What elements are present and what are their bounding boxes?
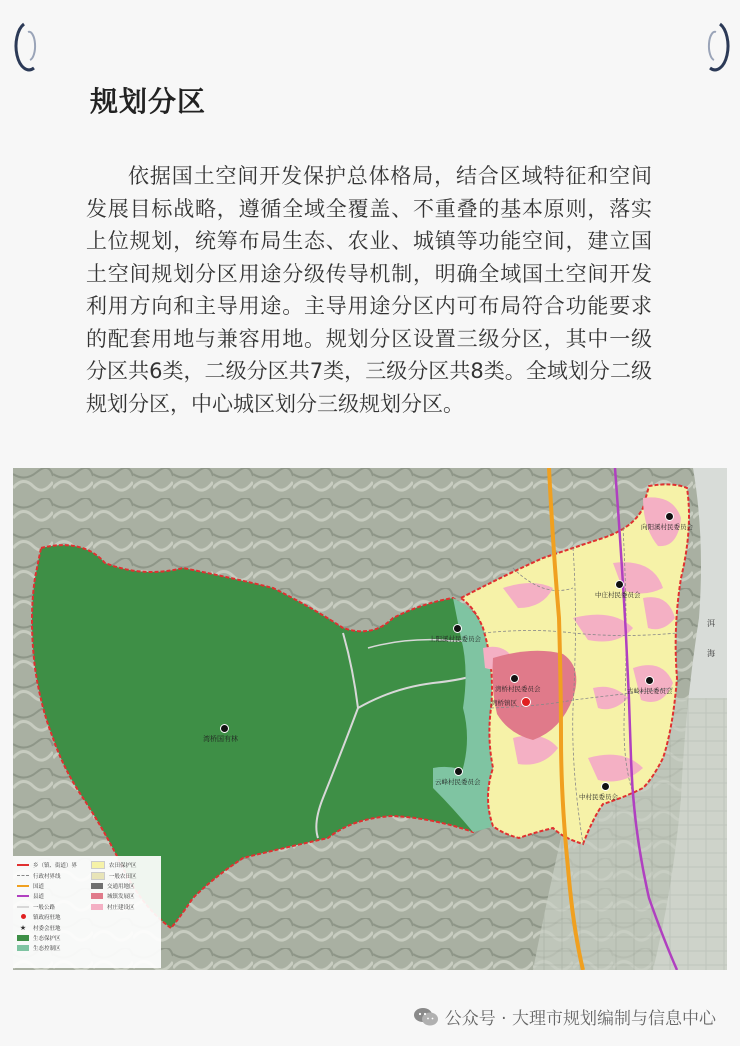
corner-decoration-icon	[700, 18, 730, 74]
legend-item	[17, 891, 77, 901]
map-label-gulin: 古岭村民委员会	[627, 687, 673, 695]
legend-item	[17, 902, 77, 912]
legend-item	[17, 881, 77, 891]
village-marker-icon	[510, 674, 519, 683]
legend-label: 县道	[33, 894, 45, 901]
map-label-forest: 湾桥国有林	[203, 735, 238, 743]
map-label-erhai-2: 海	[707, 649, 715, 658]
village-marker-icon	[220, 724, 229, 733]
legend-line-icon	[17, 864, 29, 866]
legend-label: 国道	[33, 883, 45, 890]
page-title: 规划分区	[90, 85, 207, 118]
village-marker-icon	[645, 676, 654, 685]
legend-label: 交通用地区	[107, 883, 135, 890]
map-label-zhongzhuang: 中庄村民委员会	[595, 591, 641, 599]
legend-item	[17, 860, 77, 870]
legend-item	[17, 933, 77, 943]
legend-swatch-icon	[91, 893, 103, 899]
legend-label: 一般农田区	[109, 873, 137, 880]
body-paragraph: 依据国土空间开发保护总体格局，结合区域特征和空间发展目标战略，遵循全域全覆盖、不重叠的基本原则，落实上位规划，统筹布局生态、农业、城镇等功能空间，建立国土空间规划分区用途分级传导机制，明确全域国土空间开发利用方向和主导用途。主导用途分区内可布局符合功能要求的配套用地与兼容用地。规划分区设置三级分区，其中一级分区共6类，二级分区共7类，三级分区共8类。全域划分二级规划分区，中心城区划分三级规划分区。	[86, 164, 652, 416]
legend-line-icon	[17, 895, 29, 897]
legend-label: 生态控制区	[33, 946, 61, 953]
map-label-wanqiao-town: 湾桥镇区	[491, 699, 517, 707]
map-legend	[13, 856, 161, 968]
village-marker-icon	[601, 782, 610, 791]
legend-item	[17, 943, 77, 953]
star-icon: ★	[19, 923, 27, 932]
legend-label: 镇政府驻地	[33, 915, 61, 922]
legend-swatch-icon	[91, 861, 105, 869]
map-label-wanqiao-village: 湾桥村民委员会	[495, 685, 541, 693]
legend-label: 生态保护区	[33, 935, 61, 942]
village-marker-icon	[615, 580, 624, 589]
legend-swatch-icon	[17, 945, 29, 951]
legend-swatch-icon	[91, 872, 105, 880]
map-label-yunfeng: 云峰村民委员会	[435, 778, 481, 786]
map-label-xiangyangxi: 向阳溪村民委员会	[641, 523, 693, 531]
zoning-map	[13, 468, 727, 970]
legend-swatch-icon	[17, 906, 29, 908]
legend-label: 行政村界线	[33, 873, 61, 880]
village-marker-icon	[665, 512, 674, 521]
legend-label: 村庄建设区	[107, 904, 135, 911]
town-seat-icon	[17, 914, 29, 920]
legend-column-left	[17, 860, 77, 954]
legend-item	[17, 870, 77, 880]
legend-label: 城镇发展区	[107, 894, 135, 901]
legend-item	[91, 881, 137, 891]
legend-item	[91, 902, 137, 912]
legend-label: 一般公路	[33, 904, 56, 911]
legend-item	[91, 860, 137, 870]
map-label-erhai-1: 洱	[707, 619, 715, 628]
village-marker-icon	[454, 767, 463, 776]
legend-label: 农田保护区	[109, 863, 137, 870]
legend-item	[17, 912, 77, 922]
legend-swatch-icon	[91, 883, 103, 889]
map-label-zhongyi: 中村民委员会	[579, 793, 618, 801]
legend-swatch-icon	[17, 935, 29, 941]
wechat-icon	[413, 1006, 439, 1028]
footer-text: 公众号 · 大理市规划编制与信息中心	[444, 1009, 716, 1029]
legend-line-icon	[17, 875, 29, 876]
legend-item	[17, 922, 77, 932]
footer-watermark	[413, 1004, 716, 1029]
corner-decoration-icon	[14, 18, 44, 74]
town-seat-icon	[521, 697, 531, 707]
legend-item	[91, 870, 137, 880]
village-marker-icon	[453, 624, 462, 633]
legend-item	[91, 891, 137, 901]
legend-column-right	[91, 860, 137, 912]
legend-line-icon	[17, 885, 29, 887]
legend-swatch-icon	[91, 904, 103, 910]
map-label-shangyangxi: 上阳溪村民委员会	[429, 635, 481, 643]
legend-label: 村委会驻地	[33, 925, 61, 932]
legend-label: 乡（镇、街道）界	[33, 863, 78, 870]
